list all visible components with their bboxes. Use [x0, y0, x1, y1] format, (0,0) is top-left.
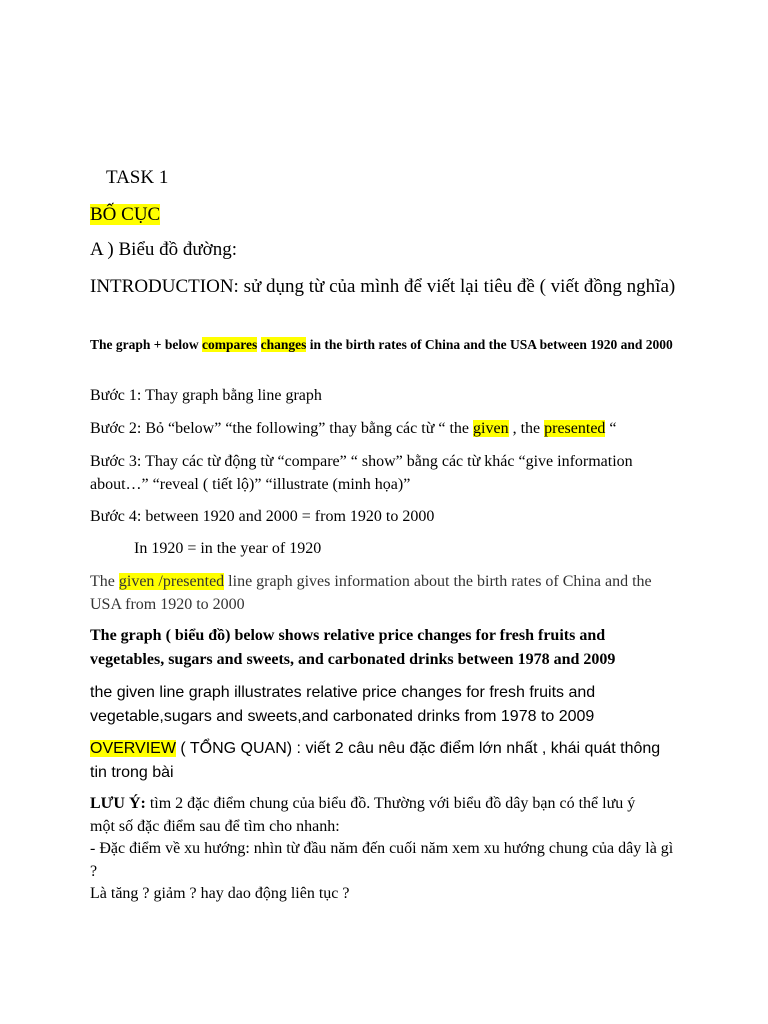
step-1: Bước 1: Thay graph bằng line graph [90, 387, 322, 404]
sample-1-part-b: line graph gives information about the birth rates of China and the USA from 1920 to 2000 [90, 573, 652, 613]
task-heading: TASK 1 [106, 167, 169, 188]
overview-text: ( TỔNG QUAN) : viết 2 câu nêu đặc điểm lớn nhất , khái quát thông tin trong bài [90, 740, 661, 781]
sample-1-part-a: The [90, 573, 119, 590]
sample-answer-1 [90, 570, 680, 616]
example-1-part-b: in the birth rates of China and the USA between 1920 and 2000 [306, 337, 673, 352]
note-label: LƯU Ý: [90, 795, 146, 812]
overview-label: OVERVIEW [90, 740, 176, 757]
step-2-part-a: Bước 2: Bỏ “below” “the following” thay bằng các từ “ the [90, 420, 474, 437]
sample-answer-2: the given line graph illustrates relative price changes for fresh fruits and vegetable,sugars and sweets,and carbonated drinks from 1978 to 2009 [90, 684, 596, 725]
step-2 [90, 417, 680, 440]
note-line-2: một số đặc điểm sau để tìm cho nhanh: [90, 817, 340, 835]
highlight-given-presented: given /presented [118, 573, 225, 590]
note-line-3: - Đặc điểm về xu hướng: nhìn từ đầu năm đến cuối năm xem xu hướng chung của dây là gì ? [90, 840, 674, 880]
note-section [90, 793, 680, 906]
example-1-part-a: The graph + below [90, 337, 202, 352]
overview-paragraph [90, 737, 680, 785]
highlight-given: given [473, 420, 509, 437]
in-1920-note: In 1920 = in the year of 1920 [134, 540, 322, 557]
highlight-changes: changes [260, 337, 307, 352]
step-2-part-c: “ [605, 420, 617, 437]
step-2-part-b: , the [508, 420, 545, 437]
line-graph-heading: A ) Biểu đồ đường: [90, 239, 238, 260]
structure-heading [90, 203, 680, 226]
introduction-label: INTRODUCTION [90, 276, 234, 297]
introduction-paragraph [90, 274, 680, 299]
structure-heading-highlight: BỐ CỤC [90, 204, 161, 225]
highlight-compares: compares [201, 337, 258, 352]
note-line-1 [90, 793, 680, 816]
note-text-1: tìm 2 đặc điểm chung của biểu đồ. Thường với biểu đồ dây bạn có thể lưu ý [145, 795, 636, 812]
example-sentence-1 [90, 335, 680, 355]
example-sentence-2: The graph ( biểu đồ) below shows relative price changes for fresh fruits and vegetables, sugars and sweets, and carbonated drinks between 1978 and 2009 [90, 627, 616, 668]
step-3: Bước 3: Thay các từ động từ “compare” “ show” bằng các từ khác “give information about…” “reveal ( tiết lộ)” “illustrate (minh họa)” [90, 453, 633, 493]
step-4: Bước 4: between 1920 and 2000 = from 1920 to 2000 [90, 508, 435, 525]
note-line-4: Là tăng ? giảm ? hay dao động liên tục ? [90, 885, 350, 902]
highlight-presented: presented [544, 420, 606, 437]
introduction-text: : sử dụng từ của mình để viết lại tiêu đề ( viết đồng nghĩa) [233, 276, 676, 297]
